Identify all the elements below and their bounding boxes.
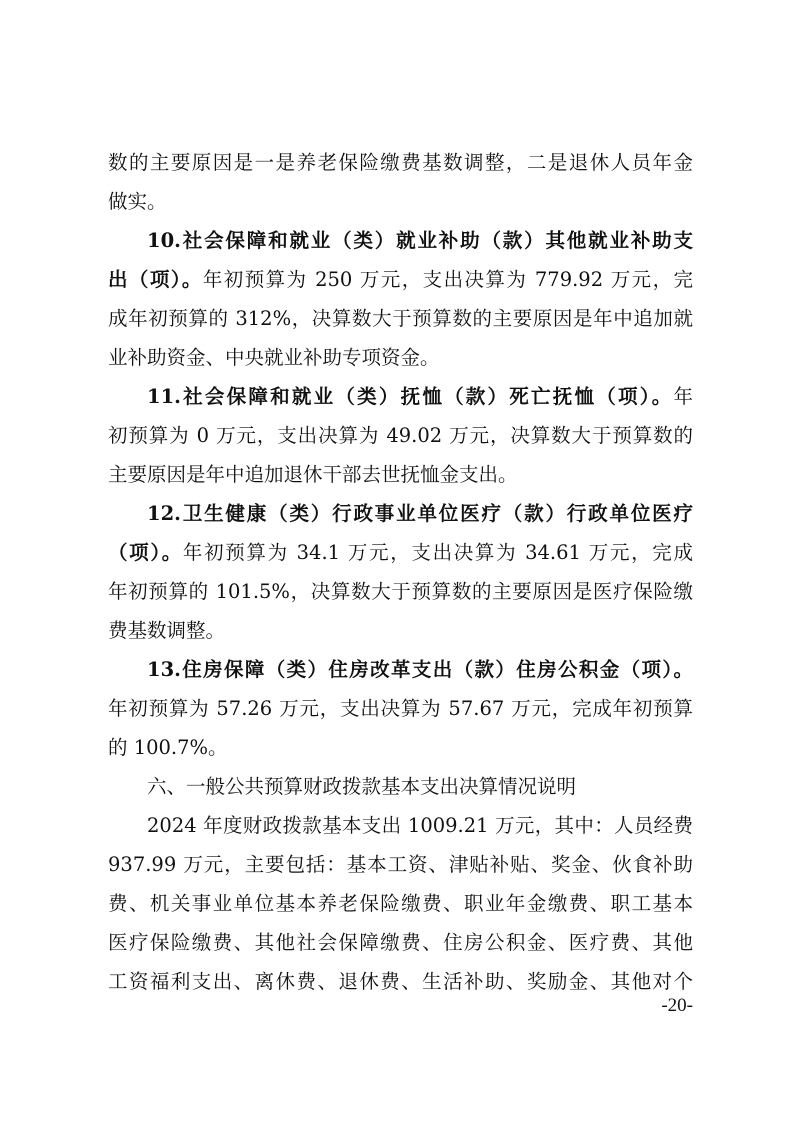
paragraph-line: 年初预算的 101.5%，决算数大于预算数的主要原因是医疗保险缴 [108,580,693,603]
item-12-heading: 12.卫生健康（类）行政事业单位医疗（款）行政单位医疗 [147,502,693,525]
paragraph-line: 数的主要原因是一是养老保险缴费基数调整，二是退休人员年金 [108,151,693,174]
paragraph-line: 初预算为 0 万元，支出决算为 49.02 万元，决算数大于预算数的 [108,424,693,447]
paragraph-line: 业补助资金、中央就业补助专项资金。 [108,346,440,369]
paragraph-line: 主要原因是年中追加退休干部去世抚恤金支出。 [108,463,518,486]
item-11-heading: 11.社会保障和就业（类）抚恤（款）死亡抚恤（项）。年 [147,385,693,408]
page-number: -20- [661,995,693,1016]
paragraph-line: 937.99 万元，主要包括：基本工资、津贴补贴、奖金、伙食补助 [108,853,693,876]
section-heading: 六、一般公共预算财政拨款基本支出决算情况说明 [147,775,577,798]
paragraph-line: 年初预算为 57.26 万元，支出决算为 57.67 万元，完成年初预算 [108,697,693,720]
paragraph-line: 的 100.7%。 [108,736,228,759]
paragraph-line: （项）。年初预算为 34.1 万元，支出决算为 34.61 万元，完成 [108,541,693,564]
paragraph-line: 2024 年度财政拨款基本支出 1009.21 万元，其中：人员经费 [147,814,693,837]
paragraph-line: 费、机关事业单位基本养老保险缴费、职业年金缴费、职工基本 [108,892,693,915]
paragraph-line: 费基数调整。 [108,619,226,642]
paragraph-line: 成年初预算的 312%，决算数大于预算数的主要原因是年中追加就 [108,307,693,330]
paragraph-line: 做实。 [108,190,167,213]
paragraph-line: 出（项）。年初预算为 250 万元，支出决算为 779.92 万元，完 [108,268,693,291]
item-13-heading: 13.住房保障（类）住房改革支出（款）住房公积金（项）。 [147,658,693,681]
item-10-heading: 10.社会保障和就业（类）就业补助（款）其他就业补助支 [147,229,693,252]
document-body [108,143,693,1001]
paragraph-line: 医疗保险缴费、其他社会保障缴费、住房公积金、医疗费、其他 [108,931,693,954]
paragraph-line: 工资福利支出、离休费、退休费、生活补助、奖励金、其他对个 [108,970,693,993]
